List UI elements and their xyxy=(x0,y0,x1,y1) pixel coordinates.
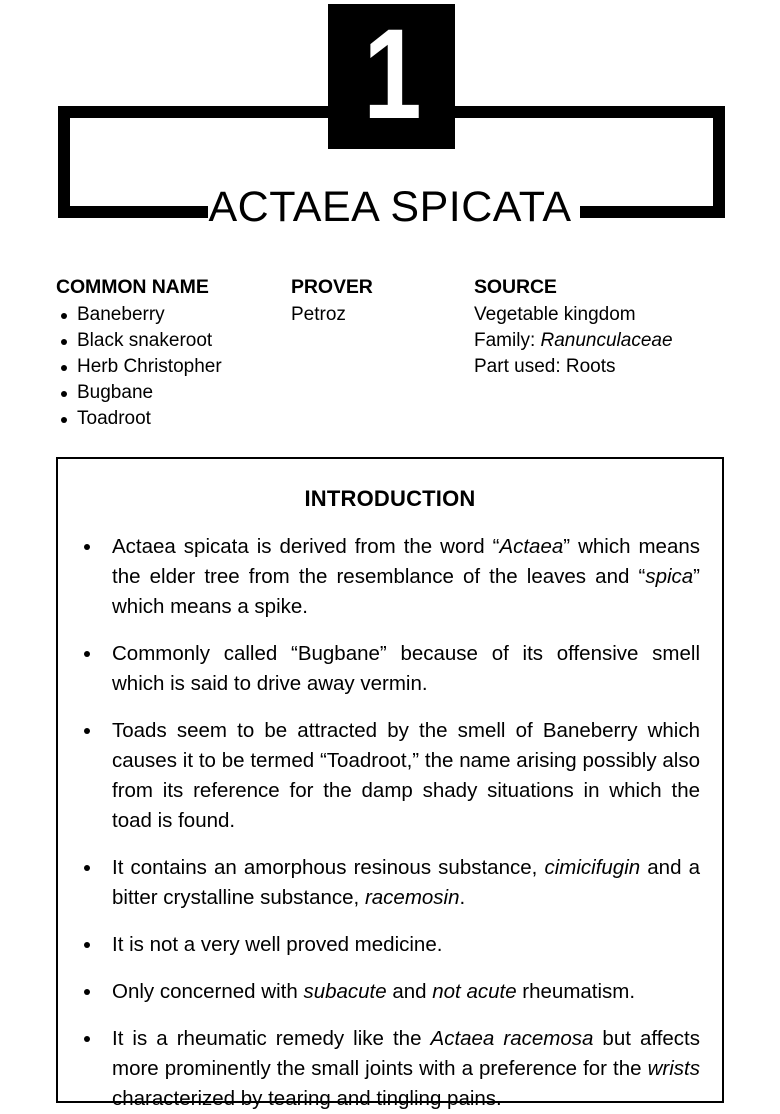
introduction-bullet-text xyxy=(112,719,700,832)
introduction-bullet xyxy=(58,930,700,960)
text-run: Actaea spicata is derived from the word “ xyxy=(112,535,500,558)
source-heading: SOURCE xyxy=(474,276,557,298)
source-family-label: Family: xyxy=(474,330,541,351)
list-item xyxy=(56,380,286,406)
text-run: It is not a very well proved medicine. xyxy=(112,933,443,956)
text-run: It contains an amorphous resinous substance, xyxy=(112,856,545,879)
text-run: and xyxy=(386,980,433,1003)
common-name-column xyxy=(56,276,286,432)
emphasised-term: not acute xyxy=(432,980,517,1003)
source-family-line xyxy=(474,328,764,354)
chapter-number-box xyxy=(328,4,455,149)
emphasised-term: cimicifugin xyxy=(544,856,641,879)
page-title: ACTAEA SPICATA xyxy=(208,183,572,231)
bullet-dot-icon xyxy=(84,865,90,871)
text-run: characterized by tearing and tingling pains. xyxy=(112,1087,502,1110)
remedy-info-columns xyxy=(0,276,780,446)
text-run: and a bitter crystalline substance, xyxy=(112,856,700,909)
introduction-bullet-text xyxy=(112,980,635,1003)
source-family-value: Ranunculaceae xyxy=(540,330,673,351)
chapter-header xyxy=(0,0,780,250)
bullet-dot-icon xyxy=(84,651,90,657)
emphasised-term: wrists xyxy=(647,1057,700,1080)
text-run: Toads seem to be attracted by the smell of Baneberry which causes it to be termed “Toadroot,” the name arising possibly also from its reference for the damp shady situations in which the toad is found. xyxy=(112,719,700,832)
bullet-dot-icon xyxy=(84,728,90,734)
introduction-bullet-text xyxy=(112,642,700,695)
text-run: It is a rheumatic remedy like the xyxy=(112,1027,431,1050)
text-run: but affects more prominently the small joints with a preference for the xyxy=(112,1027,700,1080)
introduction-bullet xyxy=(58,853,700,913)
header-frame-top-left-bar xyxy=(58,106,330,118)
header-frame-top-right-bar xyxy=(453,106,725,118)
prover-column xyxy=(291,276,466,328)
list-item xyxy=(56,302,286,328)
introduction-bullet xyxy=(58,977,700,1007)
introduction-bullet xyxy=(58,532,700,622)
emphasised-term: spica xyxy=(645,565,694,588)
emphasised-term: subacute xyxy=(303,980,387,1003)
source-kingdom: Vegetable kingdom xyxy=(474,304,636,325)
text-run: Only concerned with xyxy=(112,980,304,1003)
prover-value: Petroz xyxy=(291,304,346,325)
emphasised-term: Actaea xyxy=(499,535,564,558)
common-name-item-label: Black snakeroot xyxy=(77,330,213,351)
introduction-bullet-list xyxy=(58,532,722,1114)
text-run: ” which means the elder tree from the resemblance of the leaves and “ xyxy=(112,535,700,588)
bullet-dot-icon xyxy=(61,391,67,397)
bullet-dot-icon xyxy=(84,544,90,550)
prover-heading: PROVER xyxy=(291,276,373,298)
introduction-bullet-text xyxy=(112,933,442,956)
common-name-heading: COMMON NAME xyxy=(56,276,209,298)
text-run: . xyxy=(459,886,466,909)
introduction-bullet xyxy=(58,716,700,836)
introduction-bullet-text xyxy=(112,1027,700,1110)
list-item xyxy=(56,354,286,380)
list-item xyxy=(56,328,286,354)
bullet-dot-icon xyxy=(61,339,67,345)
introduction-box xyxy=(56,457,724,1110)
bullet-dot-icon xyxy=(84,942,90,948)
source-part-used: Part used: Roots xyxy=(474,356,616,377)
chapter-number: 1 xyxy=(363,2,420,146)
list-item xyxy=(56,406,286,432)
bullet-dot-icon xyxy=(84,1036,90,1042)
text-run: rheumatism. xyxy=(516,980,636,1003)
bullet-dot-icon xyxy=(61,365,67,371)
common-name-item-label: Bugbane xyxy=(77,382,154,403)
emphasised-term: racemosin xyxy=(364,886,460,909)
introduction-bullet xyxy=(58,1024,700,1114)
common-name-list xyxy=(56,302,286,432)
text-run: Commonly called “Bugbane” because of its offensive smell which is said to drive away vermin. xyxy=(112,642,700,695)
introduction-bullet-text xyxy=(112,856,700,909)
bullet-dot-icon xyxy=(84,989,90,995)
source-column xyxy=(474,276,764,380)
common-name-item-label: Baneberry xyxy=(77,304,165,325)
introduction-bullet xyxy=(58,639,700,699)
introduction-bullet-text xyxy=(112,535,700,618)
common-name-item-label: Herb Christopher xyxy=(77,356,222,377)
text-run: ” which means a spike. xyxy=(112,565,700,618)
bullet-dot-icon xyxy=(61,313,67,319)
emphasised-term: Actaea racemosa xyxy=(430,1027,594,1050)
common-name-item-label: Toadroot xyxy=(77,408,151,429)
introduction-heading: INTRODUCTION xyxy=(304,486,476,511)
bullet-dot-icon xyxy=(61,417,67,423)
